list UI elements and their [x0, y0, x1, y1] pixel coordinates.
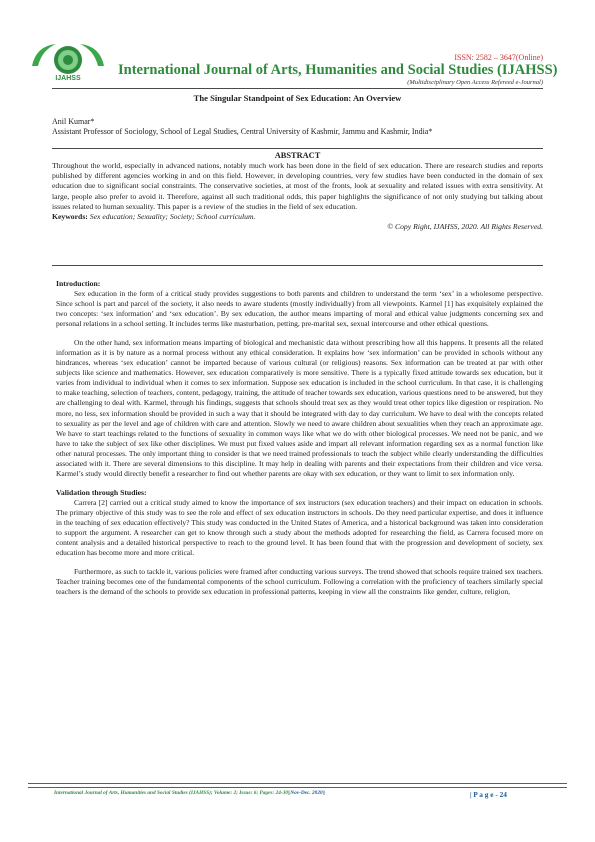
- main-text: [56, 279, 543, 597]
- issn-label: ISSN: 2582 – 3647(Online): [454, 53, 543, 62]
- validation-paragraph-2: Furthermore, as such to tackle it, various policies were framed after conducting various surveys. The trend showed that schools require trained sex teachers. Teacher training becomes one of the fundamental components of the school curriculum. Following a correlation with the proficiency of teachers similarly special teachers is the demand of the schools to provide sex education in professional patterns, keeping in view all the constraints like gender, culture, religion,: [56, 567, 543, 597]
- journal-logo: [26, 40, 110, 84]
- footer-rule: [28, 783, 567, 784]
- footer-citation-text: International Journal of Arts, Humanities and Social Studies (IJAHSS); Volume: 2; Issue: 6; Pages: 24-30||: [54, 790, 291, 796]
- keywords-label: Keywords:: [52, 212, 88, 222]
- page-number: | P a g e - 24: [470, 790, 507, 799]
- keywords-line: [52, 212, 543, 222]
- author-affiliation: Assistant Professor of Sociology, School of Legal Studies, Central University of Kashmir, Jammu and Kashmir, India*: [52, 127, 433, 136]
- section-heading-validation: Validation through Studies:: [56, 487, 147, 497]
- paper-title: The Singular Standpoint of Sex Education: An Overview: [193, 93, 402, 103]
- author-block: [52, 117, 432, 137]
- validation-paragraph-1: Carrera [2] carried out a critical study aimed to know the importance of sex instructors (sex education teachers) and their impact on education in schools. The primary objective of this study was to see the role and effect of sex education instructors in schools. Do they need particular expertise, and does it influence in the teaching of sex education effectively? This study was conducted in the United States of America, and a historical background was taken into consideration to support the argument. A researcher can get to know through such a study about the methods adopted for researching the field, as Carrera focused more on content analysis and a detailed historical perspective to reach to the ground level. It has been found that with the progression and development of society, sex education has become more and more critical.: [56, 497, 543, 558]
- footer-rule-thin: [28, 787, 567, 788]
- intro-paragraph-1: Sex education in the form of a critical study provides suggestions to both parents and children to understand the term ‘sex’ in a wholesome perspective. Since school is part and parcel of the society, it also needs to aware students (mostly individually) from all viewpoints. Karmel [1] has exquisitely explained the two concepts: ‘sex information’ and ‘sex education’. By sex education, the author means imparting of moral and ethical value judgments concerning sex and personal relations in a school setting. It includes terms like masturbation, petting, pre-marital sex, sexual intercourse and other ethical questions.: [56, 289, 543, 329]
- abstract-body: Throughout the world, especially in advanced nations, notably much work has been done in the field of sex education. There are research studies and reports published by different agencies working in and on this field. However, in developing countries, very few studies have been conducted in the domain of sex education due to significant social constraints. The conservative societies, at most of the fronts, look at sexuality and related issues with extra sensitivity. At large, people also prefer to avoid it. Therefore, against all such traditional odds, this paper highlights the significance of not only studying but talking about issues related to human sexuality. This paper is a review of the studies in the field of sex education.: [52, 161, 543, 211]
- section-heading-introduction: Introduction:: [56, 279, 101, 288]
- svg-text:IJAHSS: IJAHSS: [55, 75, 81, 82]
- footer-dates: Nov-Dec. 2020||: [290, 790, 325, 796]
- header-divider: [52, 88, 543, 89]
- author-name: Anil Kumar*: [52, 117, 95, 126]
- intro-paragraph-2: On the other hand, sex information means imparting of biological and mechanistic data without prescribing how all this happens. It presents all the related information as it is by nature as a normal process without any ethical consideration. It explains how ‘sex information’ can be provided in schools without any hindrances, whereas ‘sex education’ cannot be imparted because of various cultural (or religious) reasons. Sex information can be treated at par with other subjects like science and mathematics. However, sex education comparatively is more sensitive. There is a typically fixed attitude towards sex education, but it varies from individual to individual when it comes to sex information. Suppose sex education is included in the school curriculum. In that case, it is challenging to make teaching, selection of teachers, content, pedagogy, training, the attitude of teacher towards sex education, various questions need to be answered, but they are challenging to deal with. Karmel, through his findings, suggests that schools should treat sex as they would treat other topics like digestion or respiration. No more, no less, sex information should be provided in such a way that it should be integrated with day to day curriculum. We have to deal with the concepts related to sexuality as per the level and age of children with care and attention. Slowly we need to aware children about sexualities when they reach an approximate age. We have to start teachings related to the functions of sexuality in common ways like what we do with other biological processes. We need not be panic, and we have to take the subject of sex like other disciplines. We must put fixed values aside and impart all relevant information regarding sex as a normal function like other natural processes. The only important thing to consider is that we need trained professionals to teach the subject while clearly understanding the difficulties associated with it. There are several dimensions to this discipline. It may help in dealing with parents and their expectations from their children and vice versa. Karmel’s study would directly benefit a researcher to find out whether parents are okay with sex education, or they want to limit to sex information only.: [56, 338, 543, 478]
- footer-citation: [54, 790, 325, 796]
- journal-subtitle: (Multidisciplinary Open Access Refereed e-Journal): [407, 79, 543, 86]
- abstract-box: [52, 148, 543, 266]
- keywords-text: Sex education; Sexuality; Society; School curriculum.: [89, 212, 256, 222]
- abstract-heading: ABSTRACT: [274, 151, 321, 160]
- journal-title: International Journal of Arts, Humanities and Social Studies (IJAHSS): [118, 62, 558, 78]
- copyright-line: © Copy Right, IJAHSS, 2020. All Rights Reserved.: [387, 222, 543, 232]
